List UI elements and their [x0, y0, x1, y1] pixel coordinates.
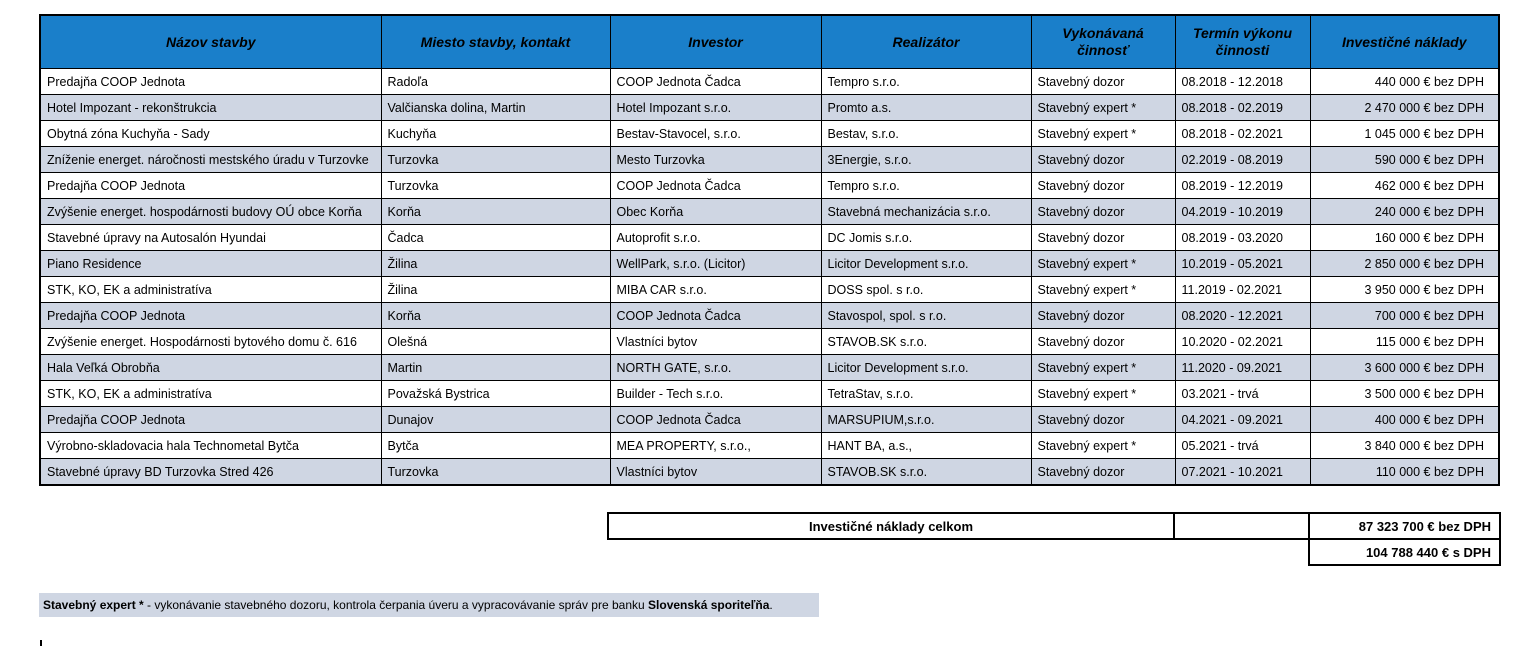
cell-location: Radoľa	[381, 69, 610, 95]
cell-project-name: Zvýšenie energet. Hospodárnosti bytového domu č. 616	[40, 329, 381, 355]
table-row	[40, 225, 1499, 251]
totals-label: Investičné náklady celkom	[608, 513, 1174, 539]
cell-contractor: DOSS spol. s r.o.	[821, 277, 1031, 303]
cell-period: 03.2021 - trvá	[1175, 381, 1310, 407]
header-investor: Investor	[610, 15, 821, 69]
totals-spacer-2	[1174, 539, 1309, 565]
table-row	[40, 329, 1499, 355]
cell-activity: Stavebný expert *	[1031, 251, 1175, 277]
cell-investor: COOP Jednota Čadca	[610, 69, 821, 95]
cell-project-name: Stavebné úpravy na Autosalón Hyundai	[40, 225, 381, 251]
header-costs: Investičné náklady	[1310, 15, 1499, 69]
cell-contractor: Bestav, s.r.o.	[821, 121, 1031, 147]
table-row	[40, 355, 1499, 381]
cell-contractor: Tempro s.r.o.	[821, 69, 1031, 95]
cell-project-name: Zvýšenie energet. hospodárnosti budovy OÚ obce Korňa	[40, 199, 381, 225]
cell-investor: Builder - Tech s.r.o.	[610, 381, 821, 407]
cell-activity: Stavebný dozor	[1031, 147, 1175, 173]
totals-with-vat: 104 788 440 € s DPH	[1309, 539, 1500, 565]
cell-investor: Vlastníci bytov	[610, 459, 821, 486]
header-location: Miesto stavby, kontakt	[381, 15, 610, 69]
cell-investor: COOP Jednota Čadca	[610, 303, 821, 329]
table-row	[40, 381, 1499, 407]
footnote	[39, 593, 819, 617]
cell-location: Martin	[381, 355, 610, 381]
table-row	[40, 433, 1499, 459]
table-row	[40, 199, 1499, 225]
cell-costs: 240 000 € bez DPH	[1310, 199, 1499, 225]
cell-activity: Stavebný dozor	[1031, 407, 1175, 433]
cell-contractor: Licitor Development s.r.o.	[821, 251, 1031, 277]
cell-contractor: TetraStav, s.r.o.	[821, 381, 1031, 407]
cell-period: 04.2021 - 09.2021	[1175, 407, 1310, 433]
cell-costs: 160 000 € bez DPH	[1310, 225, 1499, 251]
cell-contractor: Stavebná mechanizácia s.r.o.	[821, 199, 1031, 225]
cell-investor: Mesto Turzovka	[610, 147, 821, 173]
cell-contractor: DC Jomis s.r.o.	[821, 225, 1031, 251]
table-body	[40, 69, 1499, 486]
totals-spacer	[608, 539, 1174, 565]
cell-project-name: Piano Residence	[40, 251, 381, 277]
cell-costs: 440 000 € bez DPH	[1310, 69, 1499, 95]
cell-costs: 462 000 € bez DPH	[1310, 173, 1499, 199]
cell-location: Žilina	[381, 277, 610, 303]
cell-period: 08.2020 - 12.2021	[1175, 303, 1310, 329]
cell-investor: MEA PROPERTY, s.r.o.,	[610, 433, 821, 459]
cell-costs: 1 045 000 € bez DPH	[1310, 121, 1499, 147]
cell-investor: COOP Jednota Čadca	[610, 407, 821, 433]
cell-location: Korňa	[381, 199, 610, 225]
cell-project-name: Hala Veľká Obrobňa	[40, 355, 381, 381]
cell-period: 11.2020 - 09.2021	[1175, 355, 1310, 381]
cell-investor: COOP Jednota Čadca	[610, 173, 821, 199]
cell-period: 08.2019 - 12.2019	[1175, 173, 1310, 199]
totals-empty-cell	[1174, 513, 1309, 539]
cell-location: Čadca	[381, 225, 610, 251]
cell-period: 10.2019 - 05.2021	[1175, 251, 1310, 277]
cell-period: 08.2018 - 02.2021	[1175, 121, 1310, 147]
cell-investor: MIBA CAR s.r.o.	[610, 277, 821, 303]
table-row	[40, 251, 1499, 277]
cell-project-name: Výrobno-skladovacia hala Technometal Bytča	[40, 433, 381, 459]
projects-table	[39, 14, 1500, 486]
table-row	[40, 459, 1499, 486]
cell-costs: 115 000 € bez DPH	[1310, 329, 1499, 355]
footnote-bank: Slovenská sporiteľňa	[648, 598, 770, 612]
table-row	[40, 303, 1499, 329]
footnote-term: Stavebný expert *	[43, 598, 144, 612]
cell-project-name: Predajňa COOP Jednota	[40, 407, 381, 433]
cell-activity: Stavebný dozor	[1031, 173, 1175, 199]
cell-location: Olešná	[381, 329, 610, 355]
cell-location: Považská Bystrica	[381, 381, 610, 407]
cell-activity: Stavebný dozor	[1031, 225, 1175, 251]
cell-investor: Bestav-Stavocel, s.r.o.	[610, 121, 821, 147]
cell-period: 08.2019 - 03.2020	[1175, 225, 1310, 251]
cell-contractor: Promto a.s.	[821, 95, 1031, 121]
cell-activity: Stavebný dozor	[1031, 199, 1175, 225]
cell-project-name: Zníženie energet. náročnosti mestského úradu v Turzovke	[40, 147, 381, 173]
cell-investor: NORTH GATE, s.r.o.	[610, 355, 821, 381]
cell-activity: Stavebný dozor	[1031, 303, 1175, 329]
table-row	[40, 69, 1499, 95]
cell-location: Bytča	[381, 433, 610, 459]
cell-activity: Stavebný dozor	[1031, 69, 1175, 95]
footnote-end: .	[769, 598, 773, 612]
cell-period: 08.2018 - 12.2018	[1175, 69, 1310, 95]
cell-project-name: Predajňa COOP Jednota	[40, 303, 381, 329]
cell-project-name: Predajňa COOP Jednota	[40, 173, 381, 199]
cell-contractor: STAVOB.SK s.r.o.	[821, 459, 1031, 486]
cell-costs: 3 600 000 € bez DPH	[1310, 355, 1499, 381]
cell-project-name: Obytná zóna Kuchyňa - Sady	[40, 121, 381, 147]
table-row	[40, 277, 1499, 303]
cell-costs: 3 500 000 € bez DPH	[1310, 381, 1499, 407]
header-contractor: Realizátor	[821, 15, 1031, 69]
cell-activity: Stavebný expert *	[1031, 355, 1175, 381]
footnote-text: - vykonávanie stavebného dozoru, kontrola čerpania úveru a vypracovávanie správ pre banku	[143, 598, 649, 612]
cell-activity: Stavebný expert *	[1031, 121, 1175, 147]
cell-activity: Stavebný dozor	[1031, 459, 1175, 486]
header-activity: Vykonávaná činnosť	[1031, 15, 1175, 69]
cell-location: Dunajov	[381, 407, 610, 433]
totals-table	[607, 512, 1501, 566]
cell-contractor: Stavospol, spol. s r.o.	[821, 303, 1031, 329]
table-row	[40, 121, 1499, 147]
cell-project-name: Stavebné úpravy BD Turzovka Stred 426	[40, 459, 381, 486]
cell-investor: WellPark, s.r.o. (Licitor)	[610, 251, 821, 277]
cell-costs: 2 470 000 € bez DPH	[1310, 95, 1499, 121]
cell-period: 07.2021 - 10.2021	[1175, 459, 1310, 486]
header-period: Termín výkonu činnosti	[1175, 15, 1310, 69]
cell-location: Žilina	[381, 251, 610, 277]
cell-location: Turzovka	[381, 147, 610, 173]
cell-contractor: STAVOB.SK s.r.o.	[821, 329, 1031, 355]
cell-period: 08.2018 - 02.2019	[1175, 95, 1310, 121]
cell-investor: Hotel Impozant s.r.o.	[610, 95, 821, 121]
cell-contractor: MARSUPIUM,s.r.o.	[821, 407, 1031, 433]
cell-location: Turzovka	[381, 173, 610, 199]
cell-activity: Stavebný expert *	[1031, 95, 1175, 121]
cell-contractor: Tempro s.r.o.	[821, 173, 1031, 199]
cell-costs: 590 000 € bez DPH	[1310, 147, 1499, 173]
table-header-row	[40, 15, 1499, 69]
cell-investor: Vlastníci bytov	[610, 329, 821, 355]
cell-investor: Autoprofit s.r.o.	[610, 225, 821, 251]
cell-costs: 400 000 € bez DPH	[1310, 407, 1499, 433]
cell-location: Kuchyňa	[381, 121, 610, 147]
table-row	[40, 407, 1499, 433]
cell-project-name: Hotel Impozant - rekonštrukcia	[40, 95, 381, 121]
cell-activity: Stavebný expert *	[1031, 381, 1175, 407]
cell-costs: 700 000 € bez DPH	[1310, 303, 1499, 329]
cell-location: Turzovka	[381, 459, 610, 486]
cell-period: 05.2021 - trvá	[1175, 433, 1310, 459]
cell-period: 10.2020 - 02.2021	[1175, 329, 1310, 355]
cell-contractor: HANT BA, a.s.,	[821, 433, 1031, 459]
cell-investor: Obec Korňa	[610, 199, 821, 225]
cell-costs: 3 950 000 € bez DPH	[1310, 277, 1499, 303]
header-project-name: Názov stavby	[40, 15, 381, 69]
cell-activity: Stavebný dozor	[1031, 329, 1175, 355]
totals-vat-row	[608, 539, 1500, 565]
cell-activity: Stavebný expert *	[1031, 433, 1175, 459]
cell-location: Korňa	[381, 303, 610, 329]
cell-costs: 3 840 000 € bez DPH	[1310, 433, 1499, 459]
cell-costs: 2 850 000 € bez DPH	[1310, 251, 1499, 277]
cell-project-name: STK, KO, EK a administratíva	[40, 277, 381, 303]
cell-period: 04.2019 - 10.2019	[1175, 199, 1310, 225]
cell-cursor-mark	[40, 640, 42, 646]
cell-period: 02.2019 - 08.2019	[1175, 147, 1310, 173]
table-row	[40, 147, 1499, 173]
cell-costs: 110 000 € bez DPH	[1310, 459, 1499, 486]
cell-contractor: 3Energie, s.r.o.	[821, 147, 1031, 173]
table-row	[40, 95, 1499, 121]
cell-project-name: Predajňa COOP Jednota	[40, 69, 381, 95]
table-row	[40, 173, 1499, 199]
cell-location: Valčianska dolina, Martin	[381, 95, 610, 121]
totals-row	[608, 513, 1500, 539]
cell-project-name: STK, KO, EK a administratíva	[40, 381, 381, 407]
cell-activity: Stavebný expert *	[1031, 277, 1175, 303]
cell-contractor: Licitor Development s.r.o.	[821, 355, 1031, 381]
totals-without-vat: 87 323 700 € bez DPH	[1309, 513, 1500, 539]
cell-period: 11.2019 - 02.2021	[1175, 277, 1310, 303]
